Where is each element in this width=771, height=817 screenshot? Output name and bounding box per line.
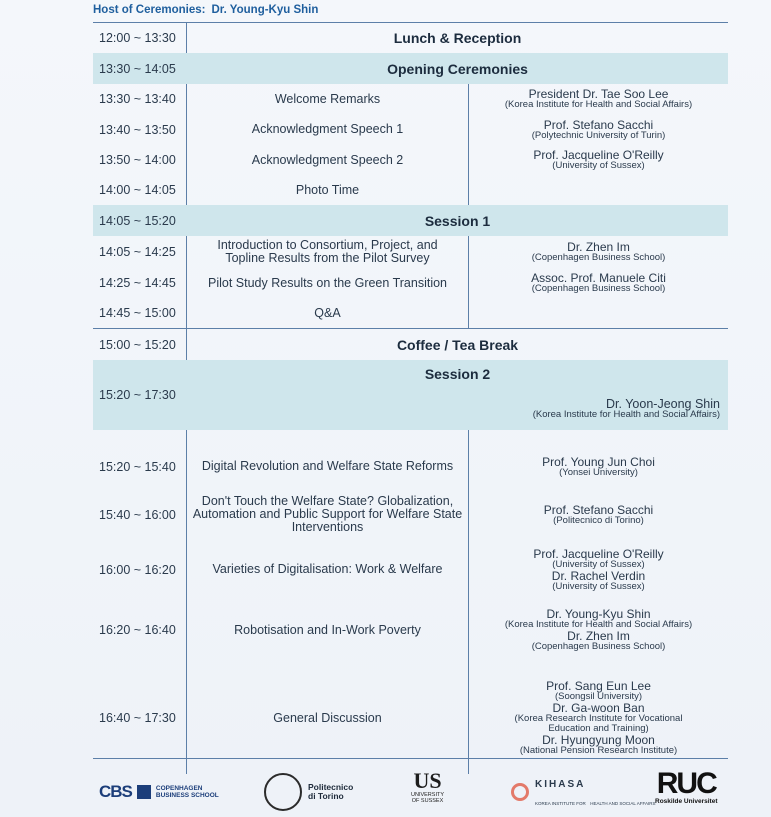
row-title: Robotisation and In-Work Poverty bbox=[187, 598, 469, 662]
cbs-line1: COPENHAGEN bbox=[155, 785, 203, 792]
session-2-block bbox=[187, 360, 728, 430]
speaker-name: Prof. Jacqueline O'Reilly bbox=[533, 546, 664, 561]
row-time: 12:00 ~ 13:30 bbox=[93, 23, 187, 53]
speaker-name: Dr. Rachel Verdin bbox=[551, 568, 646, 583]
speaker-cell bbox=[469, 145, 728, 175]
polito-line1: Politecnico bbox=[308, 782, 354, 792]
row-heading: Lunch & Reception bbox=[393, 30, 522, 46]
speaker-affiliation: (Politecnico di Torino) bbox=[553, 514, 644, 526]
cbs-mark: CBS bbox=[99, 782, 132, 801]
host-line bbox=[93, 4, 324, 16]
speaker-cell bbox=[469, 445, 728, 488]
row-title: Pilot Study Results on the Green Transition bbox=[187, 268, 469, 298]
row-time: 14:05 ~ 15:20 bbox=[93, 205, 187, 236]
speaker-affiliation: (Copenhagen Business School) bbox=[531, 641, 666, 652]
row-title: Varieties of Digitalisation: Work & Welfare bbox=[187, 541, 469, 598]
speaker-affiliation: (Yonsei University) bbox=[559, 466, 638, 478]
section-heading: Session 2 bbox=[424, 366, 491, 382]
row-time: 15:00 ~ 15:20 bbox=[93, 329, 187, 360]
row-time: 16:00 ~ 16:20 bbox=[93, 541, 187, 598]
row-time: 14:25 ~ 14:45 bbox=[93, 268, 187, 298]
row-title: Digital Revolution and Welfare State Reforms bbox=[187, 445, 469, 488]
speaker-affiliation: (Polytechnic University of Turin) bbox=[531, 129, 666, 141]
program-row bbox=[93, 298, 728, 328]
speaker-cell bbox=[469, 598, 728, 662]
program-table bbox=[93, 23, 728, 774]
row-title: Acknowledgment Speech 1 bbox=[187, 114, 469, 145]
program-row bbox=[93, 84, 728, 114]
row-time: 13:40 ~ 13:50 bbox=[93, 114, 187, 145]
row-time: 14:05 ~ 14:25 bbox=[93, 236, 187, 268]
host-name: Dr. Young-Kyu Shin bbox=[211, 4, 319, 16]
program-row bbox=[93, 445, 728, 488]
polito-logo bbox=[264, 770, 353, 814]
speaker-affiliation: (Korea Institute for Health and Social Affairs) bbox=[504, 619, 693, 630]
program-row bbox=[93, 541, 728, 598]
speaker-cell bbox=[469, 488, 728, 541]
speaker-affiliation: (University of Sussex) bbox=[552, 558, 645, 570]
section-heading: Session 1 bbox=[424, 212, 491, 229]
speaker-affiliation: (Korea Institute for Health and Social Affairs) bbox=[504, 99, 693, 110]
speaker-affiliation: (Copenhagen Business School) bbox=[531, 252, 666, 263]
program-row bbox=[93, 145, 728, 175]
speaker-name: Dr. Young-Kyu Shin bbox=[546, 607, 651, 621]
speaker-cell bbox=[469, 268, 728, 298]
row-time: 16:40 ~ 17:30 bbox=[93, 662, 187, 774]
speaker-affiliation: (University of Sussex) bbox=[552, 160, 645, 171]
partner-logos bbox=[93, 767, 728, 815]
section-heading: Opening Ceremonies bbox=[387, 60, 528, 77]
row-time: 15:20 ~ 17:30 bbox=[93, 360, 187, 430]
cbs-line2: BUSINESS SCHOOL bbox=[155, 792, 219, 799]
speaker-cell bbox=[469, 84, 728, 114]
speaker-affiliation: (Korea Research Institute for Vocational Education and Training) bbox=[514, 713, 683, 734]
kihasa-ring-icon bbox=[511, 783, 529, 801]
speaker-name: Dr. Zhen Im bbox=[567, 240, 630, 254]
program-row bbox=[93, 114, 728, 145]
cbs-emblem-icon bbox=[137, 785, 151, 799]
program-row bbox=[93, 175, 728, 205]
sussex-line1: UNIVERSITY bbox=[411, 792, 445, 798]
row-title: Introduction to Consortium, Project, and Topline Results from the Pilot Survey bbox=[187, 236, 469, 268]
row-title: Welcome Remarks bbox=[187, 84, 469, 114]
ruc-name: Roskilde Universitet bbox=[655, 798, 718, 805]
row-title: Don't Touch the Welfare State? Globalization, Automation and Public Support for Welfare State Interventions bbox=[187, 488, 469, 541]
speaker-name: Prof. Sang Eun Lee bbox=[546, 679, 651, 693]
sussex-line2: OF SUSSEX bbox=[411, 798, 444, 804]
speaker-affiliation: (University of Sussex) bbox=[552, 580, 645, 592]
row-title: Q&A bbox=[187, 298, 469, 328]
sussex-mark: US bbox=[413, 768, 442, 793]
program-row bbox=[93, 598, 728, 662]
kihasa-name: KIHASA bbox=[535, 779, 586, 790]
row-time: 15:20 ~ 15:40 bbox=[93, 445, 187, 488]
speaker-affiliation: (Soongsil University) bbox=[554, 691, 643, 702]
row-time: 15:40 ~ 16:00 bbox=[93, 488, 187, 541]
row-time: 16:20 ~ 16:40 bbox=[93, 598, 187, 662]
row-time: 13:50 ~ 14:00 bbox=[93, 145, 187, 175]
program-row bbox=[93, 205, 728, 236]
kihasa-line1: KOREA INSTITUTE FOR bbox=[535, 801, 586, 806]
program-row bbox=[93, 328, 728, 360]
program-row bbox=[93, 360, 728, 430]
ruc-logo bbox=[655, 767, 718, 814]
program-row bbox=[93, 236, 728, 268]
kihasa-line2: HEALTH AND SOCIAL AFFAIRS bbox=[590, 801, 656, 806]
speaker-cell bbox=[469, 236, 728, 268]
chair-name: Dr. Yoon-Jeong Shin bbox=[606, 397, 720, 411]
spacer-row bbox=[93, 430, 728, 445]
speaker-name: Prof. Young Jun Choi bbox=[542, 454, 655, 469]
row-time: 14:00 ~ 14:05 bbox=[93, 175, 187, 205]
program-row bbox=[93, 53, 728, 84]
row-heading: Coffee / Tea Break bbox=[396, 336, 519, 353]
program-row bbox=[93, 268, 728, 298]
ruc-mark: RUC bbox=[656, 767, 716, 800]
speaker-cell bbox=[469, 541, 728, 598]
speaker-name: Dr. Hyungyung Moon bbox=[542, 733, 655, 747]
row-title: General Discussion bbox=[187, 662, 469, 774]
row-time: 13:30 ~ 14:05 bbox=[93, 53, 187, 84]
speaker-affiliation: (Copenhagen Business School) bbox=[531, 283, 666, 294]
speaker-name: Assoc. Prof. Manuele Citi bbox=[531, 271, 666, 285]
row-time: 14:45 ~ 15:00 bbox=[93, 298, 187, 328]
speaker-name: President Dr. Tae Soo Lee bbox=[528, 87, 669, 101]
speaker-name: Dr. Zhen Im bbox=[567, 629, 630, 643]
cbs-logo bbox=[99, 770, 219, 814]
kihasa-logo bbox=[511, 770, 656, 814]
program-row bbox=[93, 23, 728, 53]
speaker-name: Prof. Jacqueline O'Reilly bbox=[533, 148, 664, 162]
speaker-name: Dr. Ga-woon Ban bbox=[552, 701, 645, 715]
speaker-cell bbox=[469, 114, 728, 145]
polito-seal-icon bbox=[264, 773, 302, 811]
session-chair bbox=[533, 398, 720, 420]
bottom-divider bbox=[93, 758, 728, 759]
speaker-affiliation: (National Pension Research Institute) bbox=[519, 745, 678, 756]
speaker-name: Prof. Stefano Sacchi bbox=[543, 502, 654, 517]
speaker-name: Prof. Stefano Sacchi bbox=[543, 117, 654, 132]
speaker-cell bbox=[469, 298, 728, 328]
row-title: Acknowledgment Speech 2 bbox=[187, 145, 469, 175]
host-label: Host of Ceremonies: bbox=[93, 4, 206, 16]
polito-line2: di Torino bbox=[308, 791, 344, 801]
row-title: Photo Time bbox=[187, 175, 469, 205]
program-row bbox=[93, 488, 728, 541]
sussex-logo bbox=[411, 770, 444, 814]
chair-affiliation: (Korea Institute for Health and Social Affairs) bbox=[532, 409, 720, 420]
row-time: 13:30 ~ 13:40 bbox=[93, 84, 187, 114]
speaker-cell bbox=[469, 175, 728, 205]
